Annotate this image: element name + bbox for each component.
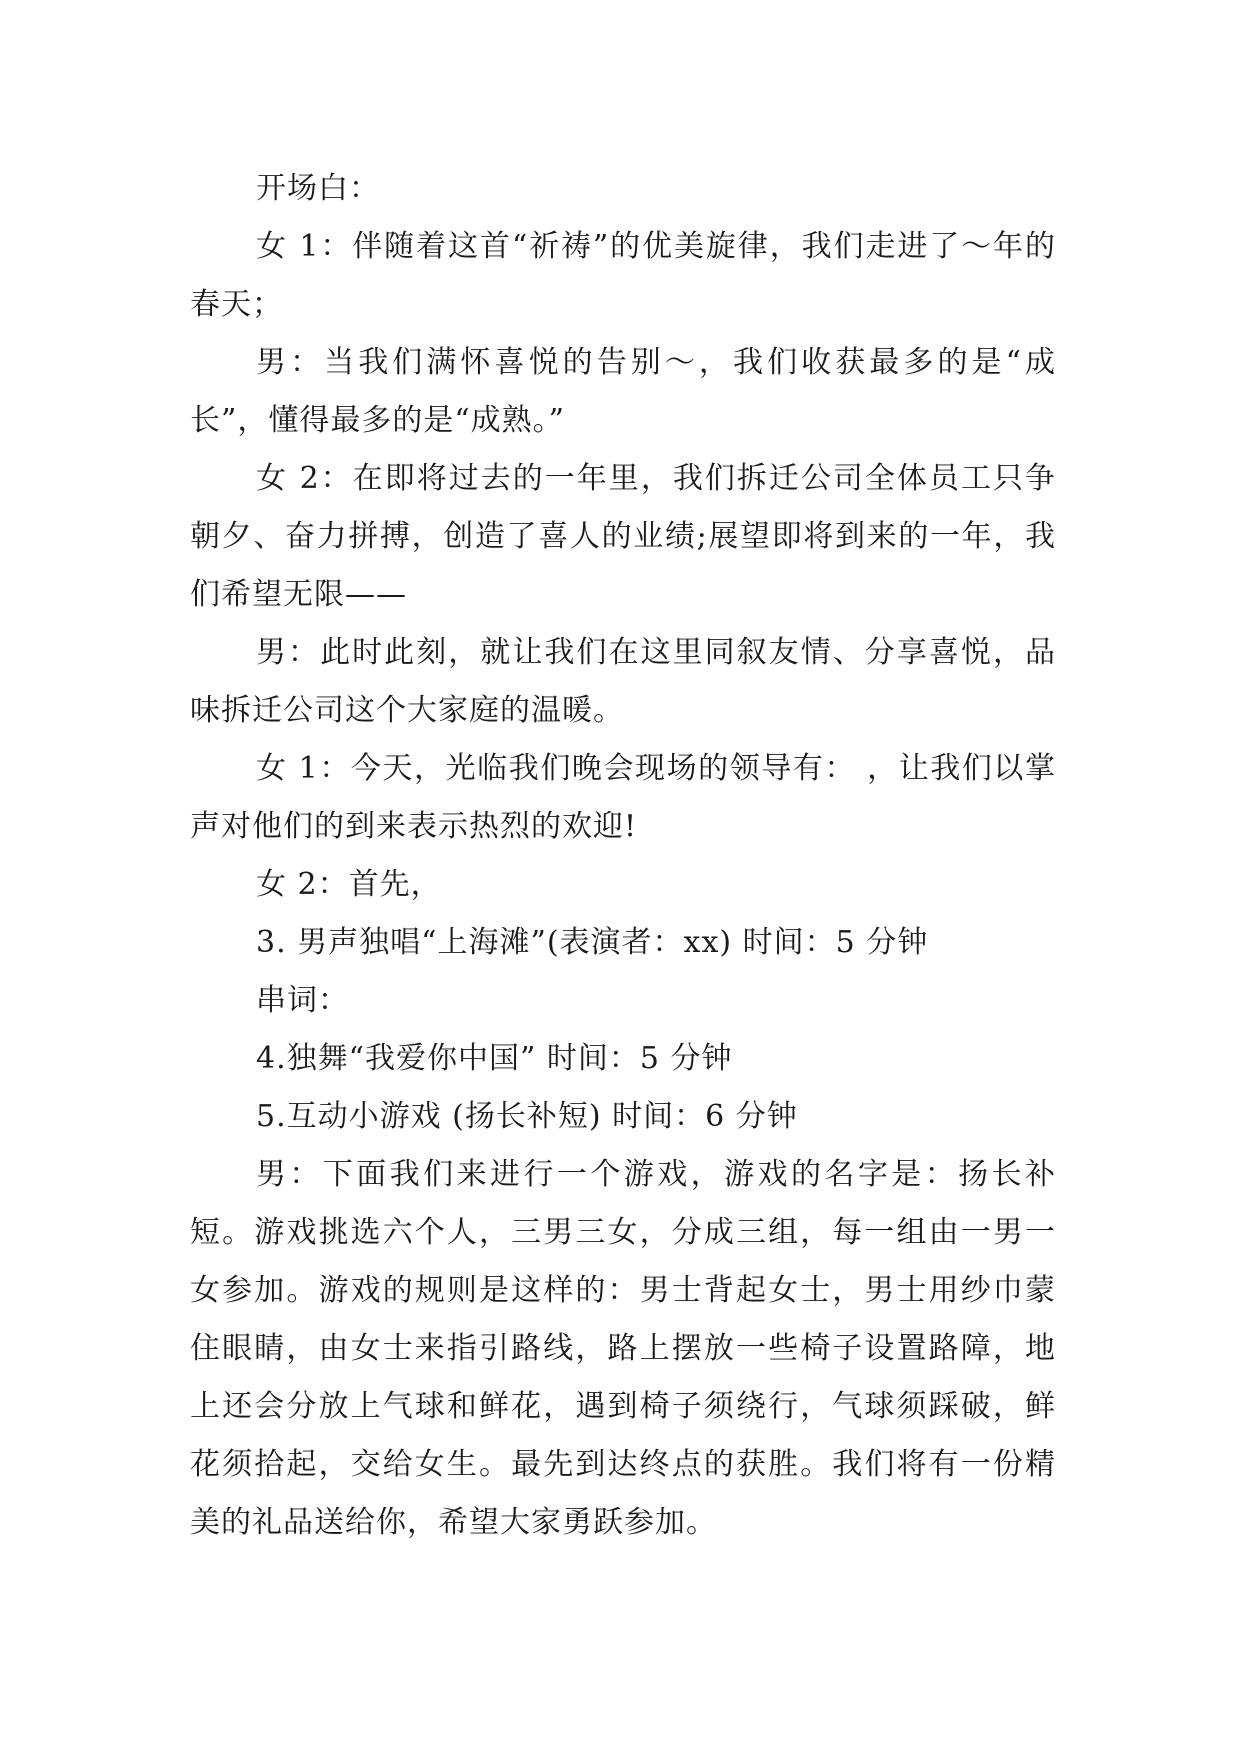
- program-item-4: 4.独舞“我爱你中国” 时间：5 分钟: [256, 1041, 733, 1076]
- paragraph-male-moment: 男：此时此刻，就让我们在这里同叙友情、分享喜悦，品味拆迁公司这个大家庭的温暖。: [190, 635, 1056, 728]
- program-item-5: 5.互动小游戏 (扬长补短) 时间：6 分钟: [256, 1099, 798, 1134]
- document-body: [190, 160, 1056, 1552]
- paragraph-female2-intro: 女 2：在即将过去的一年里，我们拆迁公司全体员工只争朝夕、奋力拼搏，创造了喜人的业绩;展望即将到来的一年，我们希望无限——: [190, 461, 1056, 612]
- program-item-3: 3. 男声独唱“上海滩”(表演者：xx) 时间：5 分钟: [256, 925, 929, 960]
- paragraph-female2-first: 女 2：首先，: [256, 867, 442, 902]
- paragraph-opening-title: 开场白：: [256, 171, 380, 206]
- paragraph-game-rules: 男：下面我们来进行一个游戏，游戏的名字是：扬长补短。游戏挑选六个人，三男三女，分成三组，每一组由一男一女参加。游戏的规则是这样的：男士背起女士，男士用纱巾蒙住眼睛，由女士来指引路线，路上摆放一些椅子设置路障，地上还会分放上气球和鲜花，遇到椅子须绕行，气球须踩破，鲜花须拾起，交给女生。最先到达终点的获胜。我们将有一份精美的礼品送给你，希望大家勇跃参加。: [190, 1157, 1056, 1540]
- paragraph-transition-words: 串词：: [256, 983, 349, 1018]
- paragraph-female1-intro: 女 1：伴随着这首“祈祷”的优美旋律，我们走进了～年的春天；: [190, 229, 1056, 322]
- paragraph-male-intro: 男：当我们满怀喜悦的告别～，我们收获最多的是“成长”，懂得最多的是“成熟。”: [190, 345, 1056, 438]
- paragraph-female1-guests: 女 1：今天，光临我们晚会现场的领导有： ，让我们以掌声对他们的到来表示热烈的欢迎!: [190, 751, 1056, 844]
